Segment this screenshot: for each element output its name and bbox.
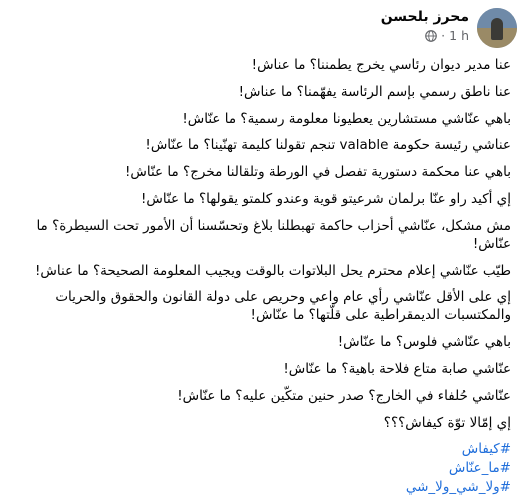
hashtag-link[interactable]: #ما_عنّاش [448, 460, 511, 477]
hashtag-link[interactable]: #ولا_شي_ولا_شي [405, 479, 511, 496]
post-paragraph: عنا مدير ديوان رئاسي يخرج يطمننا؟ ما عناش! [251, 57, 511, 73]
hashtag-link[interactable]: #كيفاش [461, 441, 511, 458]
post-paragraph: باهي عنّاشي فلوس؟ ما عنّاش! [337, 334, 511, 351]
post-paragraph: إي إمّالا توّة كيفاش؟؟؟ [383, 414, 511, 431]
post-header [381, 8, 517, 48]
post-paragraph: باهي عنا محكمة دستورية تفصل في الورطة وتلقالنا مخرج؟ ما عنّاش! [124, 164, 511, 181]
avatar[interactable] [477, 8, 517, 48]
separator-dot: · [441, 28, 446, 43]
post-paragraph: إي أكيد راو عنّا برلمان شرعيتو قوية وعندو كلمتو يقولها؟ ما عنّاش! [140, 190, 511, 207]
post-time[interactable]: 1 h [449, 28, 469, 43]
globe-icon[interactable] [425, 30, 437, 42]
avatar-figure [491, 18, 503, 40]
hashtag-list [6, 440, 511, 497]
post-paragraph: باهي عنّاشي مستشارين يعطيونا معلومة رسمية؟ ما عنّاش! [182, 110, 511, 127]
post-paragraph: طيّب عنّاشي إعلام محترم يحل البلاتوات بالوقت ويجيب المعلومة الصحيحة؟ ما عناش! [34, 262, 511, 279]
post-paragraph: مش مشكل، عنّاشي أحزاب حاكمة تهبطلنا بلاغ وتحسّسنا أن الأمور تحت السيطرة؟ ما عنّاش! [36, 217, 511, 252]
post-paragraph: عنّاشي حُلفاء في الخارج؟ صدر حنين متكّين عليه؟ ما عنّاش! [177, 387, 511, 404]
post-paragraph: عناشي رئيسة حكومة valable تنجم تقولنا كليمة تهنّينا؟ ما عنّاش! [145, 137, 511, 154]
post-paragraph: عنّاشي صابة متاع فلاحة باهية؟ ما عنّاش! [283, 360, 511, 377]
author-name[interactable]: محرز بلحسن [380, 9, 469, 25]
post-meta [381, 8, 469, 45]
post-paragraph: إي على الأقل عنّاشي رأي عام واعي وحريص على دولة القانون والحقوق والحريات والمكتسبات الديمقراطية على قلّتها؟ ما عنّاش! [55, 289, 511, 324]
post-body [6, 56, 511, 497]
timestamp-row [381, 27, 469, 45]
post-paragraph: عنا ناطق رسمي بإسم الرئاسة يفهّمنا؟ ما عناش! [238, 83, 511, 100]
